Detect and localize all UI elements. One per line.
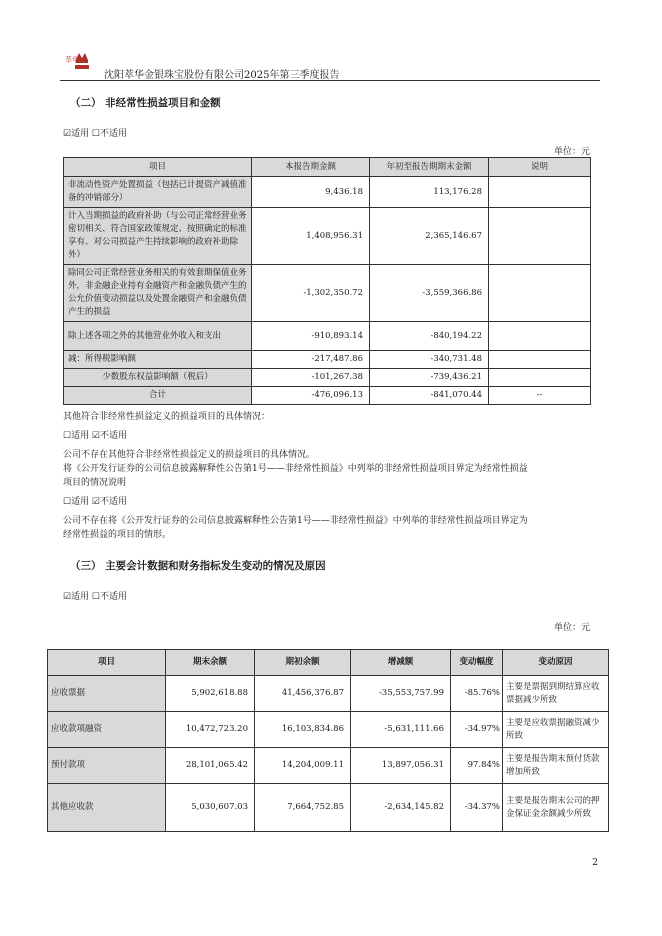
row-item: 除上述各项之外的其他营业外收入和支出 bbox=[64, 322, 252, 351]
row-begin: 7,664,752.85 bbox=[255, 784, 351, 832]
table-total-row bbox=[64, 387, 591, 405]
section3-title: （三） 主要会计数据和财务指标发生变动的情况及原因 bbox=[70, 560, 326, 572]
reclassification-text-line1: 将《公开发行证券的公司信息披露解释性公告第1号——非经常性损益》中列举的非经常性损益项目界定为经常性损益 bbox=[63, 464, 528, 474]
row-item: 应收款项融资 bbox=[48, 712, 166, 748]
row-reason: 主要是报告期末公司的押金保证金余额减少所致 bbox=[503, 784, 609, 832]
table-header-row bbox=[48, 650, 609, 676]
row-item: 其他应收款 bbox=[48, 784, 166, 832]
row-note bbox=[489, 322, 591, 351]
company-logo bbox=[62, 48, 102, 78]
row-note bbox=[489, 369, 591, 387]
row-item: 预付款项 bbox=[48, 748, 166, 784]
row-ytd: 2,365,146.67 bbox=[370, 208, 489, 265]
table-row bbox=[64, 351, 591, 369]
row-begin: 41,456,376.87 bbox=[255, 676, 351, 712]
row-current: -476,096.13 bbox=[252, 387, 370, 405]
row-reason: 主要是报告期末预付货款增加所致 bbox=[503, 748, 609, 784]
row-current: -101,267.38 bbox=[252, 369, 370, 387]
table-row bbox=[64, 369, 591, 387]
row-ytd: -841,070.44 bbox=[370, 387, 489, 405]
col-header-item: 项目 bbox=[64, 158, 252, 177]
report-header-title: 沈阳萃华金银珠宝股份有限公司2025年第三季度报告 bbox=[104, 70, 340, 81]
row-item: 合计 bbox=[64, 387, 252, 405]
row-note bbox=[489, 351, 591, 369]
row-change: -2,634,145.82 bbox=[351, 784, 451, 832]
row-ytd: -739,436.21 bbox=[370, 369, 489, 387]
row-current: -1,302,350.72 bbox=[252, 265, 370, 322]
row-pct: 97.84% bbox=[451, 748, 503, 784]
col-header-pct: 变动幅度 bbox=[451, 650, 503, 676]
col-header-end: 期末余额 bbox=[166, 650, 255, 676]
section2-title: （二） 非经常性损益项目和金额 bbox=[70, 97, 221, 109]
row-item: 非流动性资产处置损益（包括已计提资产减值准备的冲销部分） bbox=[64, 177, 252, 208]
row-item: 除同公司正常经营业务相关的有效套期保值业务外，非金融企业持有金融资产和金融负债产生的公允价值变动损益以及处置金融资产和金融负债产生的损益 bbox=[64, 265, 252, 322]
col-header-item: 项目 bbox=[48, 650, 166, 676]
row-begin: 14,204,009.11 bbox=[255, 748, 351, 784]
row-item: 减：所得税影响额 bbox=[64, 351, 252, 369]
reclassification-checkbox[interactable]: ☐适用 ☑不适用 bbox=[63, 497, 127, 507]
table-row bbox=[64, 177, 591, 208]
row-note bbox=[489, 177, 591, 208]
col-header-note: 说明 bbox=[489, 158, 591, 177]
logo-text: 萃华 bbox=[65, 56, 79, 64]
row-reason: 主要是票据到期结算应收票据减少所致 bbox=[503, 676, 609, 712]
row-current: -910,893.14 bbox=[252, 322, 370, 351]
row-change: -5,631,111.66 bbox=[351, 712, 451, 748]
row-note bbox=[489, 265, 591, 322]
section3-unit: 单位：元 bbox=[553, 623, 590, 633]
section2-applicable-checkbox[interactable]: ☑适用 ☐不适用 bbox=[63, 129, 127, 139]
table-header-row bbox=[64, 158, 591, 177]
row-end: 10,472,723.20 bbox=[166, 712, 255, 748]
table-row bbox=[48, 784, 609, 832]
other-definition-statement: 公司不存在其他符合非经常性损益定义的损益项目的具体情况。 bbox=[63, 450, 316, 460]
table-row bbox=[64, 322, 591, 351]
reclassification-statement-line2: 经常性损益的项目的情形。 bbox=[63, 530, 172, 540]
row-ytd: -340,731.48 bbox=[370, 351, 489, 369]
row-end: 5,902,618.88 bbox=[166, 676, 255, 712]
row-change: 13,897,056.31 bbox=[351, 748, 451, 784]
section3-applicable-checkbox[interactable]: ☑适用 ☐不适用 bbox=[63, 592, 127, 602]
row-current: 9,436.18 bbox=[252, 177, 370, 208]
row-end: 28,101,065.42 bbox=[166, 748, 255, 784]
other-definition-checkbox[interactable]: ☐适用 ☑不适用 bbox=[63, 431, 127, 441]
row-begin: 16,103,834.86 bbox=[255, 712, 351, 748]
row-current: -217,487.86 bbox=[252, 351, 370, 369]
financial-changes-table bbox=[47, 649, 609, 832]
col-header-begin: 期初余额 bbox=[255, 650, 351, 676]
reclassification-statement-line1: 公司不存在将《公开发行证券的公司信息披露解释性公告第1号——非经常性损益》中列举的非经常性损益项目界定为 bbox=[63, 516, 528, 526]
row-item: 少数股东权益影响额（税后） bbox=[64, 369, 252, 387]
col-header-current: 本报告期金额 bbox=[252, 158, 370, 177]
nonrecurring-gains-table bbox=[63, 157, 591, 405]
row-ytd: -3,559,366.86 bbox=[370, 265, 489, 322]
row-item: 应收票据 bbox=[48, 676, 166, 712]
table-row bbox=[48, 712, 609, 748]
col-header-change: 增减额 bbox=[351, 650, 451, 676]
table-row bbox=[64, 265, 591, 322]
other-definition-text: 其他符合非经常性损益定义的损益项目的具体情况： bbox=[63, 412, 271, 422]
col-header-ytd: 年初至报告期期末金额 bbox=[370, 158, 489, 177]
row-ytd: -840,194.22 bbox=[370, 322, 489, 351]
row-pct: -85.76% bbox=[451, 676, 503, 712]
col-header-reason: 变动原因 bbox=[503, 650, 609, 676]
row-end: 5,030,607.03 bbox=[166, 784, 255, 832]
table-row bbox=[48, 676, 609, 712]
row-reason: 主要是应收票据融资减少所致 bbox=[503, 712, 609, 748]
row-ytd: 113,176.28 bbox=[370, 177, 489, 208]
table-row bbox=[64, 208, 591, 265]
page-number: 2 bbox=[592, 858, 598, 868]
row-note bbox=[489, 208, 591, 265]
section2-unit: 单位：元 bbox=[553, 147, 590, 157]
row-change: -35,553,757.99 bbox=[351, 676, 451, 712]
row-item: 计入当期损益的政府补助（与公司正常经营业务密切相关、符合国家政策规定、按照确定的标准享有、对公司损益产生持续影响的政府补助除外） bbox=[64, 208, 252, 265]
reclassification-text-line2: 项目的情况说明 bbox=[63, 478, 127, 488]
row-pct: -34.37% bbox=[451, 784, 503, 832]
header-divider bbox=[60, 80, 600, 81]
row-current: 1,408,956.31 bbox=[252, 208, 370, 265]
table-row bbox=[48, 748, 609, 784]
row-note: -- bbox=[489, 387, 591, 405]
row-pct: -34.97% bbox=[451, 712, 503, 748]
